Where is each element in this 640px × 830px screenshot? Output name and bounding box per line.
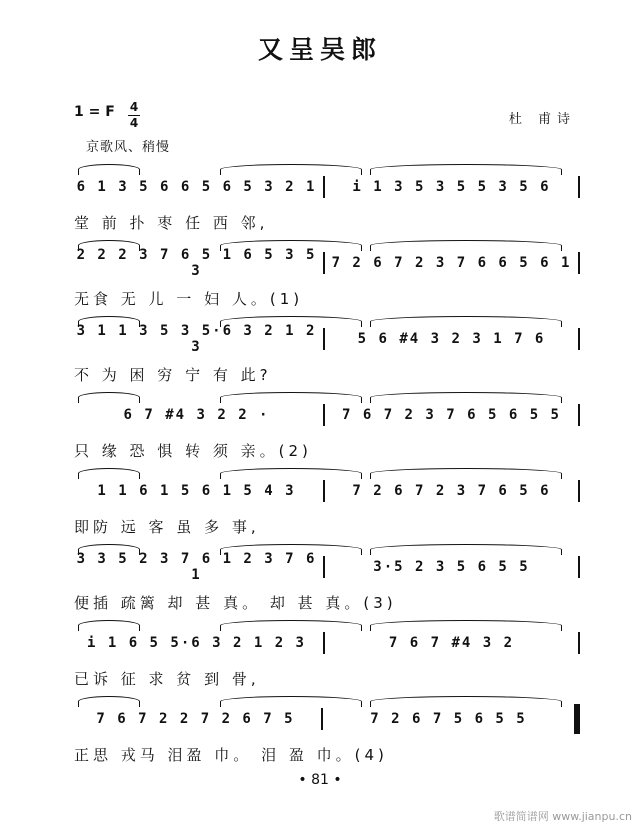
slur-mark — [370, 468, 562, 479]
slur-mark — [78, 468, 140, 479]
slur-mark — [370, 316, 562, 327]
measure: 6 1 3 5 6 6 5 6 5 3 2 1 — [76, 179, 317, 195]
measure: 3 3 5 2 3 7 6 1 2 3 7 6 1 — [76, 551, 317, 583]
bar-line — [578, 556, 580, 578]
notation-line — [70, 708, 580, 730]
slur-mark — [370, 544, 562, 555]
measure: 7 6 7 #4 3 2 — [388, 635, 515, 651]
page-number: • 81 • — [298, 772, 342, 788]
measure: 3 1 1 3 5 3 5·6 3 2 1 2 3 — [76, 323, 317, 355]
slur-mark — [220, 392, 362, 403]
measure: 3·5 2 3 5 6 5 5 — [373, 559, 530, 575]
measure: 1 1 6 1 5 6 1 5 4 3 — [97, 483, 296, 499]
lyrics-line: 正思 戎马 泪盈 巾。 泪 盈 巾。(4) — [74, 746, 388, 764]
author-credit: 杜 甫诗 — [508, 112, 576, 127]
slur-mark — [370, 696, 562, 707]
measure: 7 2 6 7 2 3 7 6 6 5 6 1 — [331, 255, 572, 271]
lyrics-line: 不 为 困 穷 宁 有 此? — [74, 366, 272, 384]
notation-line — [70, 551, 580, 583]
slur-mark — [78, 164, 140, 175]
slur-mark — [220, 696, 362, 707]
slur-mark — [370, 620, 562, 631]
slur-mark — [220, 316, 362, 327]
lyrics-line: 即防 远 客 虽 多 事, — [74, 518, 260, 536]
style-marking: 京歌风、稍慢 — [86, 140, 171, 155]
slur-mark — [78, 316, 140, 327]
lyrics-line: 堂 前 扑 枣 任 西 邻, — [74, 214, 269, 232]
measure: 7 2 6 7 5 6 5 5 — [370, 711, 527, 727]
final-bar-line — [574, 704, 580, 734]
lyrics-line: 已诉 征 求 贫 到 骨, — [74, 670, 260, 688]
time-signature — [128, 100, 140, 131]
bar-line — [578, 480, 580, 502]
notation-line — [70, 480, 580, 502]
slur-mark — [78, 620, 140, 631]
slur-mark — [78, 544, 140, 555]
slur-mark — [78, 240, 140, 251]
lyrics-line: 只 缘 恐 惧 转 须 亲。(2) — [74, 442, 312, 460]
notation-line — [70, 404, 580, 426]
slur-mark — [220, 544, 362, 555]
watermark: 歌谱简谱网 www.jianpu.cn — [493, 810, 632, 823]
measure: i 1 6 5 5·6 3 2 1 2 3 — [86, 635, 306, 651]
notation-line — [70, 632, 580, 654]
meter-top: 4 — [129, 100, 139, 114]
measure: 6 7 #4 3 2 2 · — [123, 407, 270, 423]
slur-mark — [220, 468, 362, 479]
song-title: 又呈吴郎 — [257, 35, 382, 64]
bar-line — [578, 176, 580, 198]
meter-bottom: 4 — [129, 116, 139, 130]
measure: i 1 3 5 3 5 5 3 5 6 — [352, 179, 551, 195]
notation-line — [70, 176, 580, 198]
measure: 7 6 7 2 2 7 2 6 7 5 — [96, 711, 295, 727]
measure: 7 2 6 7 2 3 7 6 5 6 — [352, 483, 551, 499]
slur-mark — [370, 240, 562, 251]
bar-line — [578, 328, 580, 350]
bar-line — [578, 404, 580, 426]
slur-mark — [220, 620, 362, 631]
measure: 2 2 2 3 7 6 5 1 6 5 3 5 3 — [76, 247, 317, 279]
slur-mark — [220, 240, 362, 251]
slur-mark — [370, 392, 562, 403]
measure: 5 6 #4 3 2 3 1 7 6 — [357, 331, 546, 347]
notation-line — [70, 323, 580, 355]
slur-mark — [78, 392, 140, 403]
slur-mark — [78, 696, 140, 707]
bar-line — [578, 252, 580, 274]
key-signature: 1 = F — [74, 104, 115, 120]
slur-mark — [220, 164, 362, 175]
notation-line — [70, 247, 580, 279]
slur-mark — [370, 164, 562, 175]
bar-line — [578, 632, 580, 654]
lyrics-line: 便插 疏篱 却 甚 真。 却 甚 真。(3) — [74, 594, 397, 612]
lyrics-line: 无食 无 儿 一 妇 人。(1) — [74, 290, 304, 308]
measure: 7 6 7 2 3 7 6 5 6 5 5 — [341, 407, 561, 423]
